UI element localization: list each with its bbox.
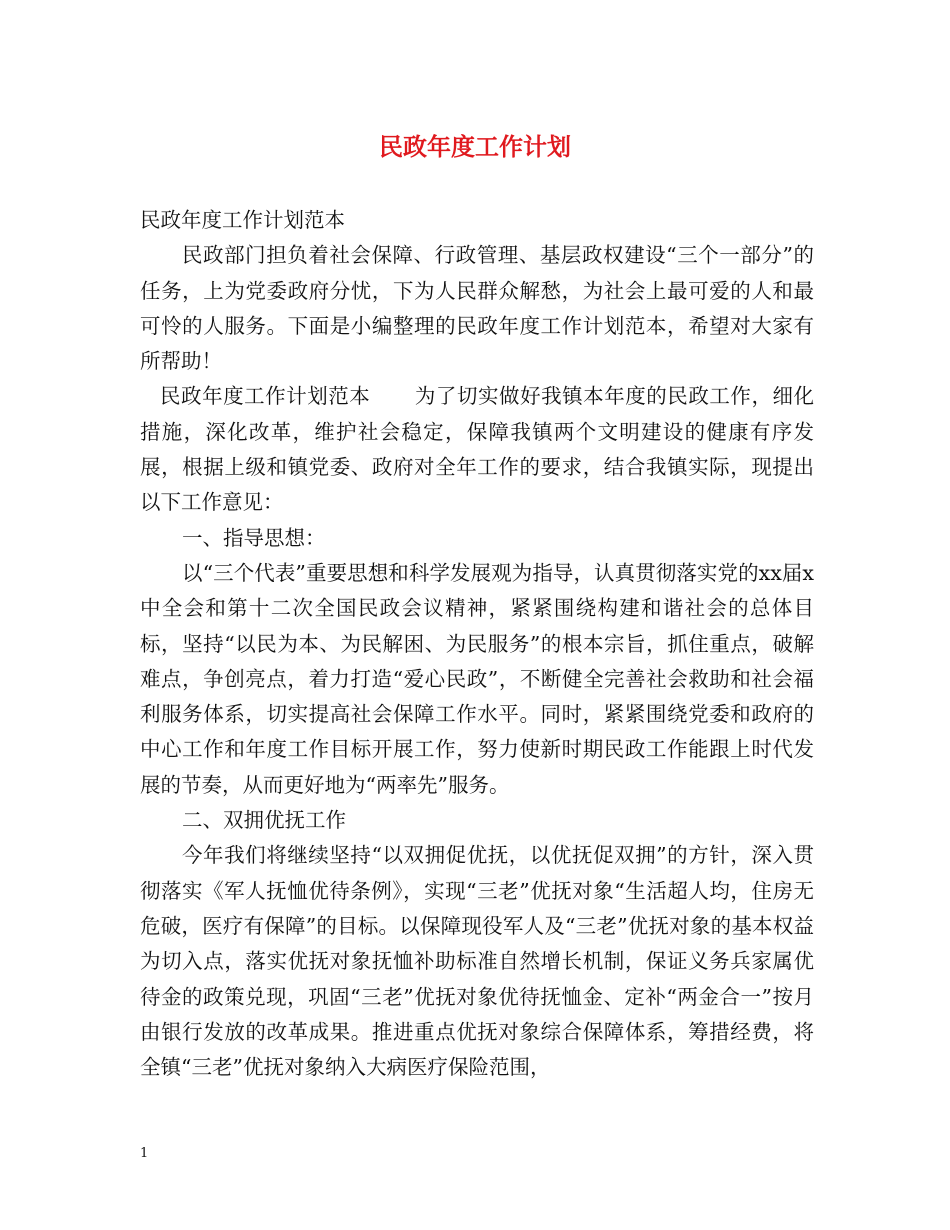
- section2-heading: 二、双拥优抚工作: [182, 808, 346, 833]
- plan-paragraph-label: 民政年度工作计划范本: [160, 384, 371, 409]
- document-body: [140, 203, 814, 1085]
- section1-paragraph: 以“三个代表”重要思想和科学发展观为指导，认真贯彻落实党的xx届x中全会和第十二次全国民政会议精神，紧紧围绕构建和谐社会的总体目标，坚持“以民为本、为民解困、为民服务”的根本宗旨，抓住重点，破解难点，争创亮点，着力打造“爱心民政”，不断健全完善社会救助和社会福利服务体系，切实提高社会保障工作水平。同时，紧紧围绕党委和政府的中心工作和年度工作目标开展工作，努力使新时期民政工作能跟上时代发展的节奏，从而更好地为“两率先”服务。: [140, 560, 814, 797]
- plan-paragraph-text: 为了切实做好我镇本年度的民政工作，细化措施，深化改革，维护社会稳定，保障我镇两个文明建设的健康有序发展，根据上级和镇党委、政府对全年工作的要求，结合我镇实际，现提出以下工作意见：: [140, 384, 815, 515]
- page-number: 1: [140, 1146, 149, 1161]
- section1-heading: 一、指导思想：: [182, 525, 326, 550]
- plan-paragraph: [140, 379, 814, 520]
- section2-paragraph: 今年我们将继续坚持“以双拥促优抚，以优抚促双拥”的方针，深入贯彻落实《军人抚恤优待条例》，实现“三老”优抚对象“生活超人均，住房无危破，医疗有保障”的目标。以保障现役军人及“三老”优抚对象的基本权益为切入点，落实优抚对象抚恤补助标准自然增长机制，保证义务兵家属优待金的政策兑现，巩固“三老”优抚对象优待抚恤金、定补“两金合一”按月由银行发放的改革成果。推进重点优抚对象综合保障体系，筹措经费，将全镇“三老”优抚对象纳入大病医疗保险范围，: [140, 843, 814, 1080]
- intro-paragraph: 民政部门担负着社会保障、行政管理、基层政权建设“三个一部分”的任务，上为党委政府分忧，下为人民群众解愁，为社会上最可爱的人和最可怜的人服务。下面是小编整理的民政年度工作计划范本，希望对大家有所帮助！: [140, 243, 814, 374]
- document-subtitle: 民政年度工作计划范本: [140, 208, 345, 232]
- document-title: 民政年度工作计划: [379, 132, 571, 161]
